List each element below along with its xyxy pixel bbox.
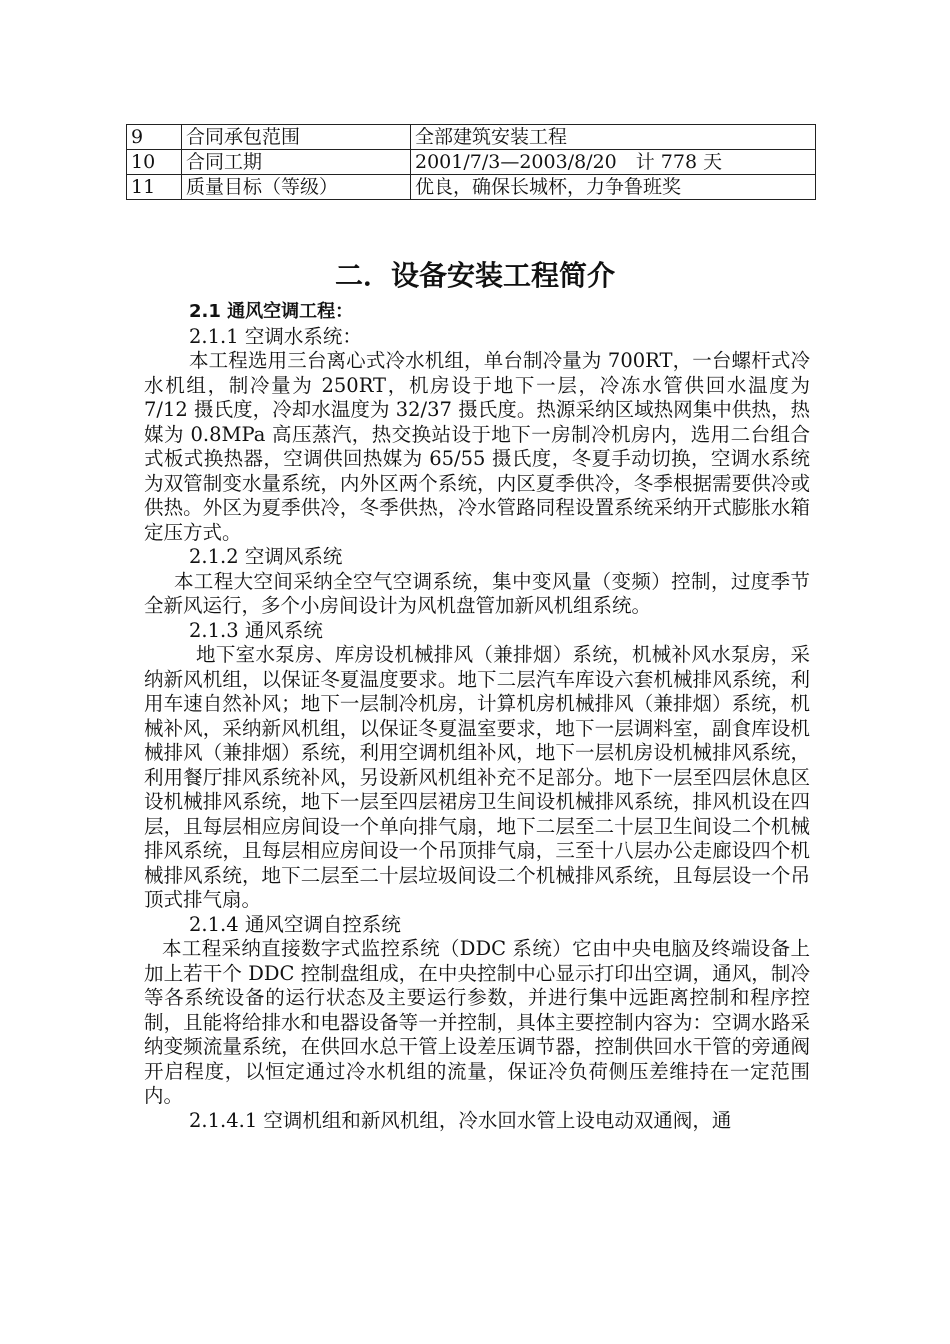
row-value: 2001/7/3—2003/8/20 计 778 天 (411, 150, 816, 175)
section-content (144, 300, 810, 1133)
row-number: 11 (127, 175, 182, 200)
row-item: 质量目标（等级） (182, 175, 411, 200)
table-row (127, 150, 816, 175)
row-value: 全部建筑安装工程 (411, 125, 816, 150)
paragraph-air-system: 本工程大空间采纳全空气空调系统，集中变风量（变频）控制，过度季节全新风运行，多个小房间设计为风机盘管加新风机组系统。 (144, 569, 810, 617)
row-item: 合同工期 (182, 150, 411, 175)
paragraph-water-system: 本工程选用三台离心式冷水机组，单台制冷量为 700RT，一台螺杆式冷水机组，制冷量为 250RT，机房设于地下一层，冷冻水管供回水温度为 7/12 摄氏度，冷却水温度为 32/37 摄氏度。热源采纳区域热网集中供热，热媒为 0.8MPa 高压蒸汽，热交换站设于地下一房制冷机房内，选用二台组合式板式换热器，空调供回热媒为 65/55 摄氏度，冬夏手动切换，空调水系统为双管制变水量系统，内外区两个系统，内区夏季供冷，冬季根据需要供冷或供热。外区为夏季供冷，冬季供热，冷水管路同程设置系统采纳开式膨胀水箱定压方式。 (144, 349, 810, 544)
row-number: 10 (127, 150, 182, 175)
subsection-title-2-1-3: 2.1.3 通风系统 (189, 618, 323, 642)
subsection-title-2-1-2: 2.1.2 空调风系统 (189, 545, 343, 568)
row-value: 优良，确保长城杯，力争鲁班奖 (411, 175, 816, 200)
row-item: 合同承包范围 (182, 125, 411, 150)
table-body (127, 125, 816, 200)
table-row (127, 175, 816, 200)
section-heading: 二．设备安装工程简介 (334, 259, 615, 292)
subsection-title-2-1-4: 2.1.4 通风空调自控系统 (189, 912, 401, 936)
row-number: 9 (127, 125, 182, 150)
subsection-title-2-1: 2.1 通风空调工程： (189, 301, 354, 322)
subsection-title-2-1-1: 2.1.1 空调水系统： (189, 324, 362, 348)
paragraph-ventilation: 地下室水泵房、库房设机械排风（兼排烟）系统，机械补风水泵房，采纳新风机组，以保证冬夏温度要求。地下二层汽车库设六套机械排风系统，利用车速自然补风；地下一层制冷机房，计算机房机械排风（兼排烟）系统，机械补风，采纳新风机组，以保证冬夏温室要求，地下一层调料室，副食库设机械排风（兼排烟）系统，利用空调机组补风，地下一层机房设机械排风系统，利用餐厅排风系统补风，另设新风机组补充不足部分。地下一层至四层休息区设机械排风系统，地下一层至四层裙房卫生间设机械排风系统，排风机设在四层，且每层相应房间设一个单向排气扇，地下二层至二十层卫生间设二个机械排风系统，且每层相应房间设一个吊顶排气扇，三至十八层办公走廊设四个机械排风系统，地下二层至二十层垃圾间设二个机械排风系统，且每层设一个吊顶式排气扇。 (144, 643, 810, 911)
project-info-table (126, 124, 816, 200)
paragraph-auto-control: 本工程采纳直接数字式监控系统（DDC 系统）它由中央电脑及终端设备上加上若干个 DDC 控制盘组成，在中央控制中心显示打印出空调，通风，制冷等各系统设备的运行状态及主要运行参数，并进行集中远距离控制和程序控制，且能将给排水和电器设备等一并控制，具体主要控制内容为：空调水路采纳变频流量系统，在供回水总干管上设差压调节器，控制供回水干管的旁通阀开启程度，以恒定通过冷水机组的流量，保证冷负荷侧压差维持在一定范围内。 (144, 937, 810, 1107)
paragraph-2-1-4-1: 2.1.4.1 空调机组和新风机组，冷水回水管上设电动双通阀，通 (189, 1108, 732, 1132)
table-row (127, 125, 816, 150)
